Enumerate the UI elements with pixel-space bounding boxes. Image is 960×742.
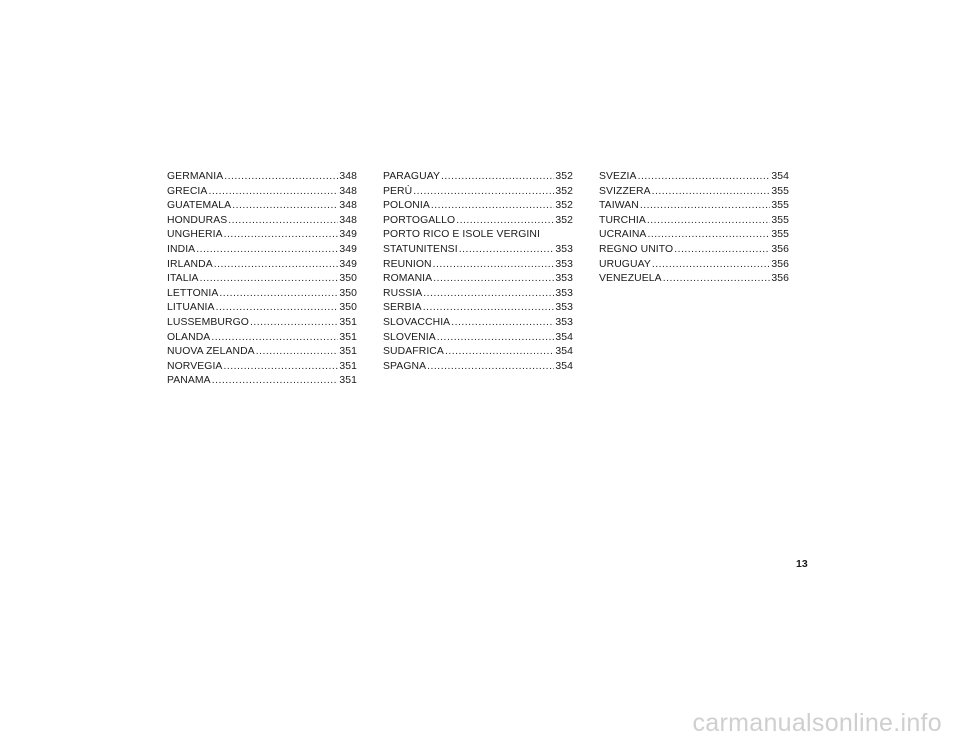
dot-leader	[224, 170, 338, 185]
index-entry	[599, 185, 789, 200]
entry-country: SPAGNA	[383, 360, 427, 372]
index-entry	[383, 185, 573, 200]
entry-page: 356	[771, 273, 789, 285]
index-entry	[599, 170, 789, 185]
entry-page: 352	[555, 214, 573, 226]
watermark: carmanualsonline.info	[692, 709, 942, 737]
entry-country: OLANDA	[167, 331, 211, 343]
index-entry	[383, 258, 573, 273]
entry-page: 354	[771, 171, 789, 182]
entry-page: 349	[339, 258, 357, 270]
index-column-3	[599, 170, 789, 287]
index-entry	[167, 185, 357, 200]
entry-page: 355	[771, 229, 789, 241]
entry-page: 348	[339, 214, 357, 226]
entry-page: 349	[339, 229, 357, 241]
entry-page: 353	[555, 287, 573, 299]
index-entry	[599, 228, 789, 243]
index-entry	[383, 228, 573, 243]
entry-page: 351	[339, 346, 357, 358]
entry-page: 356	[771, 243, 789, 255]
entry-country: POLONIA	[383, 200, 430, 212]
index-entry	[383, 243, 573, 258]
index-entry	[167, 316, 357, 331]
dot-leader	[219, 287, 338, 302]
index-entry	[383, 272, 573, 287]
entry-page: 356	[771, 258, 789, 270]
dot-leader	[431, 199, 554, 214]
page-number: 13	[796, 558, 808, 570]
entry-page: 353	[555, 302, 573, 314]
entry-country: LUSSEMBURGO	[167, 316, 249, 328]
dot-leader	[437, 331, 555, 346]
dot-leader	[638, 170, 771, 185]
index-entry	[383, 316, 573, 331]
dot-leader	[456, 214, 554, 229]
entry-country: GUATEMALA	[167, 200, 232, 212]
dot-leader	[232, 199, 338, 214]
entry-page: 355	[771, 200, 789, 212]
index-entry	[599, 272, 789, 287]
entry-country: STATUNITENSI	[383, 243, 458, 255]
dot-leader	[445, 345, 554, 360]
entry-country: UCRAINA	[599, 229, 647, 241]
index-entry	[599, 199, 789, 214]
index-entry	[167, 199, 357, 214]
dot-leader	[663, 272, 771, 287]
index-column-1	[167, 170, 357, 389]
entry-country: UNGHERIA	[167, 229, 223, 241]
index-entry	[167, 258, 357, 273]
entry-country: SLOVENIA	[383, 331, 436, 343]
entry-country: GERMANIA	[167, 171, 224, 182]
index-entry	[167, 287, 357, 302]
dot-leader	[200, 272, 339, 287]
entry-country: ROMANIA	[383, 273, 433, 285]
dot-leader	[212, 374, 339, 389]
index-entry	[383, 331, 573, 346]
dot-leader	[256, 345, 339, 360]
dot-leader	[214, 258, 339, 273]
entry-page: 353	[555, 316, 573, 328]
entry-page: 354	[555, 360, 573, 372]
dot-leader	[208, 185, 338, 200]
index-entry	[383, 360, 573, 375]
entry-page: 355	[771, 185, 789, 197]
entry-country: LETTONIA	[167, 287, 219, 299]
entry-page: 354	[555, 346, 573, 358]
entry-page: 351	[339, 360, 357, 372]
index-entry	[167, 345, 357, 360]
dot-leader	[441, 170, 554, 185]
entry-page: 352	[555, 185, 573, 197]
entry-country: TURCHIA	[599, 214, 646, 226]
entry-page: 348	[339, 185, 357, 197]
index-entry	[383, 199, 573, 214]
index-entry	[167, 272, 357, 287]
entry-country: RUSSIA	[383, 287, 423, 299]
entry-country: SERBIA	[383, 302, 422, 314]
dot-leader	[459, 243, 555, 258]
entry-country: PERÙ	[383, 185, 413, 197]
entry-page: 355	[771, 214, 789, 226]
dot-leader	[211, 331, 338, 346]
entry-country: REUNION	[383, 258, 432, 270]
entry-page: 350	[339, 302, 357, 314]
index-entry	[599, 258, 789, 273]
index-entry	[383, 301, 573, 316]
entry-page: 353	[555, 258, 573, 270]
entry-page: 348	[339, 171, 357, 182]
dot-leader	[196, 243, 338, 258]
entry-country: TAIWAN	[599, 200, 639, 212]
index-column-2	[383, 170, 573, 374]
entry-country: NUOVA ZELANDA	[167, 346, 255, 358]
entry-country: URUGUAY	[599, 258, 651, 270]
dot-leader	[674, 243, 770, 258]
dot-leader	[250, 316, 338, 331]
dot-leader	[427, 360, 554, 375]
entry-page: 354	[555, 331, 573, 343]
entry-country: PORTOGALLO	[383, 214, 456, 226]
entry-country: SUDAFRICA	[383, 346, 444, 358]
entry-page: 351	[339, 375, 357, 387]
dot-leader	[433, 272, 554, 287]
index-entry	[167, 228, 357, 243]
entry-page: 353	[555, 243, 573, 255]
index-entry	[383, 214, 573, 229]
entry-page: 351	[339, 316, 357, 328]
index-entry	[599, 214, 789, 229]
entry-country: IRLANDA	[167, 258, 213, 270]
entry-page: 352	[555, 171, 573, 182]
entry-country: PARAGUAY	[383, 171, 440, 182]
entry-country: LITUANIA	[167, 302, 215, 314]
index-entry	[167, 374, 357, 389]
dot-leader	[652, 185, 771, 200]
entry-country: SLOVACCHIA	[383, 316, 451, 328]
index-entry	[167, 331, 357, 346]
dot-leader	[433, 258, 555, 273]
index-entry	[383, 287, 573, 302]
index-entry	[167, 360, 357, 375]
dot-leader	[216, 301, 339, 316]
index-entry	[383, 170, 573, 185]
dot-leader	[640, 199, 771, 214]
entry-page: 353	[555, 273, 573, 285]
entry-page: 350	[339, 287, 357, 299]
entry-country: NORVEGIA	[167, 360, 223, 372]
dot-leader	[413, 185, 554, 200]
entry-country: SVEZIA	[599, 171, 637, 182]
index-entry	[167, 301, 357, 316]
dot-leader	[423, 287, 554, 302]
index-entry	[167, 243, 357, 258]
dot-leader	[647, 214, 770, 229]
dot-leader	[652, 258, 770, 273]
entry-country: INDIA	[167, 243, 196, 255]
entry-page: 349	[339, 243, 357, 255]
entry-country: GRECIA	[167, 185, 208, 197]
index-entry	[167, 214, 357, 229]
entry-country: PANAMA	[167, 375, 211, 387]
dot-leader	[647, 228, 770, 243]
entry-page: 351	[339, 331, 357, 343]
index-entry	[599, 243, 789, 258]
entry-country: HONDURAS	[167, 214, 228, 226]
dot-leader	[228, 214, 338, 229]
entry-country: PORTO RICO E ISOLE VERGINI	[383, 229, 540, 241]
dot-leader	[451, 316, 554, 331]
index-entry	[167, 170, 357, 185]
entry-country: SVIZZERA	[599, 185, 651, 197]
entry-page: 352	[555, 200, 573, 212]
entry-page: 350	[339, 273, 357, 285]
dot-leader	[224, 228, 339, 243]
index-entry	[383, 345, 573, 360]
entry-country: REGNO UNITO	[599, 243, 674, 255]
entry-page: 348	[339, 200, 357, 212]
entry-country: VENEZUELA	[599, 273, 662, 285]
entry-country: ITALIA	[167, 273, 199, 285]
dot-leader	[423, 301, 555, 316]
dot-leader	[223, 360, 338, 375]
